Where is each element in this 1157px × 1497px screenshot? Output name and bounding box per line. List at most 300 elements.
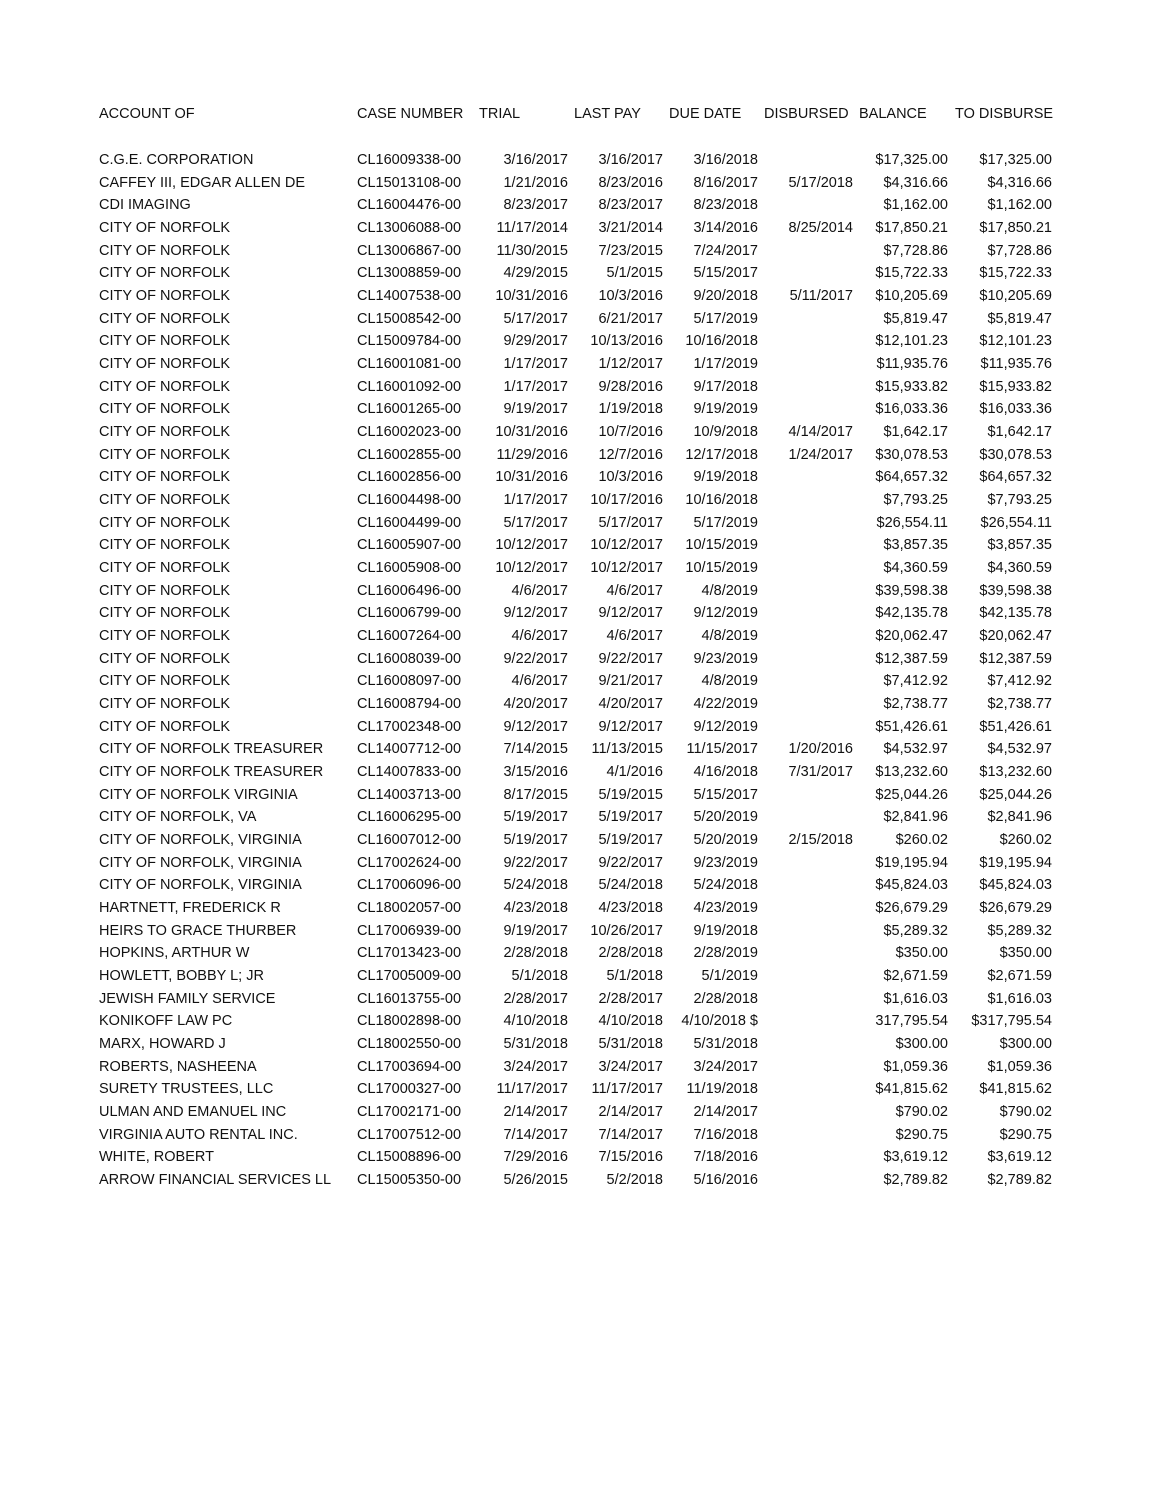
- last-pay-date-cell: 10/12/2017: [590, 560, 663, 577]
- account-name-cell: CITY OF NORFOLK: [99, 628, 231, 645]
- last-pay-date-cell: 4/23/2018: [598, 900, 663, 917]
- table-row: [0, 308, 1157, 330]
- case-number-cell: CL16006496-00: [357, 582, 462, 599]
- trial-date-cell: 9/19/2017: [503, 922, 568, 939]
- balance-amount-cell: $11,935.76: [876, 356, 948, 373]
- trial-date-cell: 3/24/2017: [503, 1058, 568, 1075]
- trial-date-cell: 5/26/2015: [503, 1172, 568, 1189]
- due-date-cell: 10/15/2019: [685, 537, 758, 554]
- last-pay-date-cell: 5/19/2015: [598, 786, 663, 803]
- last-pay-date-cell: 2/28/2017: [598, 990, 663, 1007]
- to-disburse-amount-cell: $17,325.00: [979, 152, 1052, 168]
- disbursed-date-cell: [758, 602, 853, 624]
- balance-amount-cell: $41,815.62: [875, 1081, 948, 1098]
- last-pay-date-cell: 4/10/2018: [598, 1013, 663, 1030]
- table-row: [0, 1101, 1157, 1123]
- disbursed-date-cell: [758, 1010, 853, 1032]
- last-pay-date-cell: 9/12/2017: [598, 605, 663, 622]
- due-date-cell: 4/8/2019: [701, 628, 758, 645]
- due-date-cell: 1/17/2019: [693, 356, 758, 373]
- disbursed-date-cell: [758, 784, 853, 806]
- account-name-cell: CITY OF NORFOLK: [99, 356, 231, 373]
- balance-amount-cell: $39,598.38: [875, 582, 948, 599]
- balance-amount-cell: $790.02: [895, 1104, 948, 1121]
- header-last-pay: LAST PAY: [574, 106, 641, 122]
- disbursed-date-cell: [758, 262, 853, 284]
- to-disburse-amount-cell: $290.75: [999, 1126, 1052, 1143]
- disbursed-date-cell: [758, 806, 853, 828]
- to-disburse-amount-cell: $2,789.82: [987, 1172, 1052, 1189]
- table-row: [0, 1169, 1157, 1191]
- to-disburse-amount-cell: $41,815.62: [979, 1081, 1052, 1098]
- due-date-cell: 9/12/2019: [693, 718, 758, 735]
- header-account-of: ACCOUNT OF: [99, 106, 195, 122]
- due-date-cell: 7/18/2016: [693, 1149, 758, 1166]
- account-name-cell: ULMAN AND EMANUEL INC: [99, 1104, 287, 1121]
- due-date-cell: 10/16/2018: [685, 492, 758, 509]
- trial-date-cell: 10/12/2017: [495, 537, 568, 554]
- disbursed-date-cell: 7/31/2017: [788, 764, 853, 781]
- account-name-cell: CITY OF NORFOLK TREASURER: [99, 764, 324, 781]
- header-balance: BALANCE: [859, 106, 927, 122]
- balance-amount-cell: $51,426.61: [875, 718, 948, 735]
- balance-amount-cell: $7,728.86: [883, 242, 948, 259]
- last-pay-date-cell: 4/6/2017: [606, 582, 663, 599]
- last-pay-date-cell: 5/19/2017: [598, 809, 663, 826]
- balance-amount-cell: $4,316.66: [883, 174, 948, 191]
- account-name-cell: CITY OF NORFOLK: [99, 605, 231, 622]
- to-disburse-amount-cell: $7,412.92: [987, 673, 1052, 690]
- trial-date-cell: 5/31/2018: [503, 1036, 568, 1053]
- balance-amount-cell: $42,135.78: [875, 605, 948, 622]
- due-date-cell: 5/20/2019: [693, 809, 758, 826]
- trial-date-cell: 10/31/2016: [495, 424, 568, 441]
- case-number-cell: CL13006867-00: [357, 242, 462, 259]
- due-date-cell: 4/8/2019: [701, 582, 758, 599]
- due-date-cell: 9/17/2018: [693, 378, 758, 395]
- disbursed-date-cell: [758, 194, 853, 216]
- last-pay-date-cell: 10/13/2016: [590, 333, 663, 350]
- table-row: [0, 1033, 1157, 1055]
- due-date-cell: 10/15/2019: [685, 560, 758, 577]
- to-disburse-amount-cell: $17,850.21: [979, 220, 1052, 236]
- case-number-cell: CL16001092-00: [357, 378, 462, 395]
- to-disburse-amount-cell: $4,316.66: [987, 174, 1052, 191]
- table-row: [0, 1078, 1157, 1100]
- to-disburse-amount-cell: $30,078.53: [979, 446, 1052, 463]
- due-date-cell: 3/14/2016: [693, 220, 758, 236]
- account-name-cell: C.G.E. CORPORATION: [99, 152, 254, 168]
- balance-amount-cell: $17,325.00: [875, 152, 948, 168]
- to-disburse-amount-cell: $12,387.59: [979, 650, 1052, 667]
- to-disburse-amount-cell: $260.02: [999, 832, 1052, 849]
- disbursed-date-cell: [758, 1101, 853, 1123]
- last-pay-date-cell: 4/20/2017: [598, 696, 663, 713]
- to-disburse-amount-cell: $5,819.47: [987, 310, 1052, 327]
- account-name-cell: CITY OF NORFOLK: [99, 560, 231, 577]
- due-date-cell: 5/15/2017: [693, 265, 758, 282]
- table-row: [0, 625, 1157, 647]
- last-pay-date-cell: 11/13/2015: [591, 741, 663, 758]
- to-disburse-amount-cell: $10,205.69: [979, 288, 1052, 305]
- to-disburse-amount-cell: $7,728.86: [987, 242, 1052, 259]
- balance-amount-cell: $3,857.35: [883, 537, 948, 554]
- case-number-cell: CL16001081-00: [357, 356, 462, 373]
- account-name-cell: CITY OF NORFOLK: [99, 582, 231, 599]
- balance-amount-cell: $10,205.69: [875, 288, 948, 305]
- trial-date-cell: 3/15/2016: [503, 764, 568, 781]
- to-disburse-amount-cell: $25,044.26: [979, 786, 1052, 803]
- balance-amount-cell: $1,642.17: [883, 424, 948, 441]
- case-number-cell: CL17002624-00: [357, 854, 462, 871]
- account-name-cell: SURETY TRUSTEES, LLC: [99, 1081, 274, 1098]
- account-name-cell: CITY OF NORFOLK: [99, 242, 231, 259]
- to-disburse-amount-cell: $39,598.38: [979, 582, 1052, 599]
- last-pay-date-cell: 10/3/2016: [598, 288, 663, 305]
- due-date-cell: 12/17/2018: [685, 446, 758, 463]
- case-number-cell: CL16007012-00: [357, 832, 462, 849]
- balance-amount-cell: $16,033.36: [875, 401, 948, 418]
- account-name-cell: ROBERTS, NASHEENA: [99, 1058, 257, 1075]
- last-pay-date-cell: 3/21/2014: [598, 220, 663, 236]
- last-pay-date-cell: 9/21/2017: [598, 673, 663, 690]
- to-disburse-amount-cell: $12,101.23: [979, 333, 1052, 350]
- disbursed-date-cell: [758, 308, 853, 330]
- trial-date-cell: 4/10/2018: [503, 1013, 568, 1030]
- table-row: [0, 172, 1157, 194]
- last-pay-date-cell: 3/24/2017: [598, 1058, 663, 1075]
- account-name-cell: KONIKOFF LAW PC: [99, 1013, 233, 1030]
- to-disburse-amount-cell: $20,062.47: [979, 628, 1052, 645]
- last-pay-date-cell: 3/16/2017: [598, 152, 663, 168]
- account-name-cell: ARROW FINANCIAL SERVICES LL: [99, 1172, 332, 1189]
- table-row: [0, 602, 1157, 624]
- case-number-cell: CL17002348-00: [357, 718, 462, 735]
- due-date-cell: 9/12/2019: [693, 605, 758, 622]
- balance-amount-cell: $350.00: [895, 945, 948, 962]
- due-date-cell: 9/19/2019: [693, 401, 758, 418]
- to-disburse-amount-cell: $45,824.03: [979, 877, 1052, 894]
- disbursed-date-cell: [758, 376, 853, 398]
- table-row: [0, 716, 1157, 738]
- trial-date-cell: 11/29/2016: [496, 446, 568, 463]
- account-name-cell: CITY OF NORFOLK: [99, 696, 231, 713]
- case-number-cell: CL18002898-00: [357, 1013, 462, 1030]
- disbursed-date-cell: [758, 353, 853, 375]
- disbursed-date-cell: [758, 1033, 853, 1055]
- balance-amount-cell: $2,671.59: [883, 968, 948, 985]
- case-number-cell: CL14007833-00: [357, 764, 462, 781]
- trial-date-cell: 7/14/2015: [503, 741, 568, 758]
- due-date-cell: 10/9/2018: [693, 424, 758, 441]
- disbursed-date-cell: [758, 716, 853, 738]
- table-row: [0, 557, 1157, 579]
- due-date-cell: 9/23/2019: [693, 650, 758, 667]
- trial-date-cell: 10/31/2016: [495, 469, 568, 486]
- account-name-cell: CITY OF NORFOLK: [99, 401, 231, 418]
- account-name-cell: CITY OF NORFOLK: [99, 718, 231, 735]
- balance-amount-cell: $26,679.29: [875, 900, 948, 917]
- last-pay-date-cell: 5/17/2017: [598, 514, 663, 531]
- trial-date-cell: 5/19/2017: [503, 832, 568, 849]
- case-number-cell: CL16008039-00: [357, 650, 462, 667]
- disbursed-date-cell: [758, 240, 853, 262]
- to-disburse-amount-cell: $2,841.96: [987, 809, 1052, 826]
- case-number-cell: CL17006939-00: [357, 922, 462, 939]
- header-due-date: DUE DATE: [669, 106, 742, 122]
- disbursed-date-cell: 1/20/2016: [788, 741, 853, 758]
- account-name-cell: CITY OF NORFOLK: [99, 650, 231, 667]
- account-name-cell: CITY OF NORFOLK: [99, 220, 231, 236]
- due-date-cell: 5/1/2019: [701, 968, 758, 985]
- disbursed-date-cell: [758, 874, 853, 896]
- account-name-cell: VIRGINIA AUTO RENTAL INC.: [99, 1126, 298, 1143]
- account-name-cell: CITY OF NORFOLK: [99, 265, 231, 282]
- to-disburse-amount-cell: $2,671.59: [987, 968, 1052, 985]
- header-trial: TRIAL: [479, 106, 521, 122]
- table-row: [0, 217, 1157, 239]
- table-row: [0, 149, 1157, 171]
- disbursed-date-cell: 4/14/2017: [788, 424, 853, 441]
- case-number-cell: CL13008859-00: [357, 265, 462, 282]
- to-disburse-amount-cell: $2,738.77: [987, 696, 1052, 713]
- disbursed-date-cell: [758, 897, 853, 919]
- case-number-cell: CL15008542-00: [357, 310, 462, 327]
- balance-amount-cell: 317,795.54: [875, 1013, 948, 1030]
- trial-date-cell: 8/23/2017: [503, 197, 568, 214]
- balance-amount-cell: $13,232.60: [875, 764, 948, 781]
- trial-date-cell: 4/23/2018: [503, 900, 568, 917]
- table-row: [0, 353, 1157, 375]
- due-date-cell: 4/8/2019: [701, 673, 758, 690]
- disbursed-date-cell: [758, 512, 853, 534]
- disbursed-date-cell: [758, 693, 853, 715]
- trial-date-cell: 1/21/2016: [503, 174, 568, 191]
- account-name-cell: CITY OF NORFOLK, VIRGINIA: [99, 854, 302, 871]
- case-number-cell: CL16008794-00: [357, 696, 462, 713]
- last-pay-date-cell: 9/22/2017: [598, 854, 663, 871]
- case-number-cell: CL16006799-00: [357, 605, 462, 622]
- due-date-cell: 4/22/2019: [693, 696, 758, 713]
- trial-date-cell: 1/17/2017: [503, 378, 568, 395]
- case-number-cell: CL16002856-00: [357, 469, 462, 486]
- last-pay-date-cell: 1/19/2018: [598, 401, 663, 418]
- disbursed-date-cell: [758, 580, 853, 602]
- disbursed-date-cell: [758, 1124, 853, 1146]
- account-name-cell: CITY OF NORFOLK: [99, 424, 231, 441]
- header-row: [0, 103, 1157, 125]
- case-number-cell: CL15013108-00: [357, 174, 462, 191]
- to-disburse-amount-cell: $64,657.32: [979, 469, 1052, 486]
- case-number-cell: CL16004499-00: [357, 514, 462, 531]
- disbursed-date-cell: [758, 920, 853, 942]
- account-name-cell: CITY OF NORFOLK: [99, 378, 231, 395]
- trial-date-cell: 9/12/2017: [503, 718, 568, 735]
- balance-amount-cell: $45,824.03: [875, 877, 948, 894]
- table-row: [0, 512, 1157, 534]
- due-date-cell: 8/16/2017: [693, 174, 758, 191]
- account-name-cell: CITY OF NORFOLK, VIRGINIA: [99, 832, 302, 849]
- to-disburse-amount-cell: $350.00: [999, 945, 1052, 962]
- due-date-cell: 8/23/2018: [693, 197, 758, 214]
- table-row: [0, 806, 1157, 828]
- balance-amount-cell: $15,933.82: [875, 378, 948, 395]
- case-number-cell: CL16008097-00: [357, 673, 462, 690]
- disbursed-date-cell: 8/25/2014: [788, 220, 853, 236]
- case-number-cell: CL16002023-00: [357, 424, 462, 441]
- trial-date-cell: 4/6/2017: [511, 628, 568, 645]
- trial-date-cell: 1/17/2017: [503, 356, 568, 373]
- due-date-cell: 5/24/2018: [693, 877, 758, 894]
- balance-amount-cell: $19,195.94: [875, 854, 948, 871]
- account-name-cell: CITY OF NORFOLK TREASURER: [99, 741, 324, 758]
- to-disburse-amount-cell: $1,059.36: [987, 1058, 1052, 1075]
- case-number-cell: CL14007712-00: [357, 741, 462, 758]
- due-date-cell: 5/16/2016: [693, 1172, 758, 1189]
- trial-date-cell: 4/6/2017: [511, 582, 568, 599]
- trial-date-cell: 2/14/2017: [503, 1104, 568, 1121]
- case-number-cell: CL14003713-00: [357, 786, 462, 803]
- trial-date-cell: 11/17/2017: [496, 1081, 568, 1098]
- case-number-cell: CL15005350-00: [357, 1172, 462, 1189]
- account-name-cell: CITY OF NORFOLK, VIRGINIA: [99, 877, 302, 894]
- table-row: [0, 693, 1157, 715]
- due-date-cell: 4/16/2018: [693, 764, 758, 781]
- case-number-cell: CL16006295-00: [357, 809, 462, 826]
- to-disburse-amount-cell: $15,933.82: [979, 378, 1052, 395]
- balance-amount-cell: $4,532.97: [883, 741, 948, 758]
- trial-date-cell: 9/29/2017: [503, 333, 568, 350]
- due-date-cell: 11/15/2017: [686, 741, 758, 758]
- balance-amount-cell: $1,162.00: [883, 197, 948, 214]
- table-row: [0, 285, 1157, 307]
- account-name-cell: MARX, HOWARD J: [99, 1036, 226, 1053]
- balance-amount-cell: $30,078.53: [875, 446, 948, 463]
- last-pay-date-cell: 4/1/2016: [606, 764, 663, 781]
- due-date-cell: 2/28/2019: [693, 945, 758, 962]
- table-row: [0, 920, 1157, 942]
- case-number-cell: CL16004498-00: [357, 492, 462, 509]
- account-name-cell: CITY OF NORFOLK: [99, 492, 231, 509]
- case-number-cell: CL17002171-00: [357, 1104, 462, 1121]
- last-pay-date-cell: 1/12/2017: [598, 356, 663, 373]
- table-row: [0, 874, 1157, 896]
- trial-date-cell: 2/28/2017: [503, 990, 568, 1007]
- case-number-cell: CL18002550-00: [357, 1036, 462, 1053]
- due-date-cell: 11/19/2018: [686, 1081, 758, 1098]
- due-date-cell: 2/28/2018: [693, 990, 758, 1007]
- trial-date-cell: 9/22/2017: [503, 650, 568, 667]
- account-name-cell: CITY OF NORFOLK: [99, 514, 231, 531]
- to-disburse-amount-cell: $790.02: [999, 1104, 1052, 1121]
- account-name-cell: CITY OF NORFOLK, VA: [99, 809, 257, 826]
- balance-amount-cell: $4,360.59: [883, 560, 948, 577]
- disbursed-date-cell: 5/11/2017: [789, 288, 853, 305]
- disbursed-date-cell: [758, 942, 853, 964]
- last-pay-date-cell: 9/28/2016: [598, 378, 663, 395]
- disbursed-date-cell: 2/15/2018: [788, 832, 853, 849]
- due-date-cell: 9/20/2018: [693, 288, 758, 305]
- header-disbursed: DISBURSED: [764, 106, 849, 122]
- case-number-cell: CL16002855-00: [357, 446, 462, 463]
- due-date-cell: 7/16/2018: [693, 1126, 758, 1143]
- due-date-cell: 5/15/2017: [693, 786, 758, 803]
- table-row: [0, 942, 1157, 964]
- due-date-cell: 4/10/2018 $: [681, 1013, 758, 1030]
- due-date-cell: 9/19/2018: [693, 922, 758, 939]
- disbursed-date-cell: [758, 670, 853, 692]
- disbursed-date-cell: [758, 466, 853, 488]
- last-pay-date-cell: 2/28/2018: [598, 945, 663, 962]
- table-row: [0, 1010, 1157, 1032]
- table-row: [0, 965, 1157, 987]
- table-row: [0, 580, 1157, 602]
- trial-date-cell: 11/17/2014: [496, 220, 568, 236]
- table-row: [0, 988, 1157, 1010]
- case-number-cell: CL17006096-00: [357, 877, 462, 894]
- last-pay-date-cell: 7/14/2017: [598, 1126, 663, 1143]
- table-row: [0, 761, 1157, 783]
- disbursed-date-cell: [758, 330, 853, 352]
- account-name-cell: CITY OF NORFOLK: [99, 469, 231, 486]
- to-disburse-amount-cell: $16,033.36: [979, 401, 1052, 418]
- to-disburse-amount-cell: $1,162.00: [987, 197, 1052, 214]
- disbursed-date-cell: [758, 988, 853, 1010]
- last-pay-date-cell: 8/23/2017: [598, 197, 663, 214]
- due-date-cell: 5/31/2018: [693, 1036, 758, 1053]
- account-name-cell: CITY OF NORFOLK: [99, 446, 231, 463]
- table-row: [0, 444, 1157, 466]
- due-date-cell: 9/23/2019: [693, 854, 758, 871]
- case-number-cell: CL14007538-00: [357, 288, 462, 305]
- account-name-cell: WHITE, ROBERT: [99, 1149, 214, 1166]
- to-disburse-amount-cell: $26,554.11: [980, 514, 1052, 531]
- disbursed-date-cell: [758, 398, 853, 420]
- balance-amount-cell: $1,059.36: [883, 1058, 948, 1075]
- case-number-cell: CL13006088-00: [357, 220, 462, 236]
- to-disburse-amount-cell: $51,426.61: [979, 718, 1052, 735]
- case-number-cell: CL15009784-00: [357, 333, 462, 350]
- table-row: [0, 1056, 1157, 1078]
- disbursed-date-cell: [758, 1146, 853, 1168]
- last-pay-date-cell: 9/12/2017: [598, 718, 663, 735]
- balance-amount-cell: $15,722.33: [875, 265, 948, 282]
- balance-amount-cell: $3,619.12: [883, 1149, 948, 1166]
- disbursed-date-cell: [758, 965, 853, 987]
- last-pay-date-cell: 10/7/2016: [598, 424, 663, 441]
- trial-date-cell: 9/19/2017: [503, 401, 568, 418]
- to-disburse-amount-cell: $1,616.03: [987, 990, 1052, 1007]
- header-to-disburse: TO DISBURSE: [955, 106, 1054, 122]
- trial-date-cell: 3/16/2017: [503, 152, 568, 168]
- trial-date-cell: 11/30/2015: [496, 242, 568, 259]
- balance-amount-cell: $290.75: [895, 1126, 948, 1143]
- disbursed-date-cell: [758, 1078, 853, 1100]
- due-date-cell: 7/24/2017: [693, 242, 758, 259]
- trial-date-cell: 4/29/2015: [503, 265, 568, 282]
- last-pay-date-cell: 8/23/2016: [598, 174, 663, 191]
- to-disburse-amount-cell: $26,679.29: [979, 900, 1052, 917]
- trial-date-cell: 4/6/2017: [511, 673, 568, 690]
- account-name-cell: JEWISH FAMILY SERVICE: [99, 990, 276, 1007]
- balance-amount-cell: $7,412.92: [883, 673, 948, 690]
- table-row: [0, 1124, 1157, 1146]
- balance-amount-cell: $5,289.32: [883, 922, 948, 939]
- table-row: [0, 466, 1157, 488]
- balance-amount-cell: $2,789.82: [883, 1172, 948, 1189]
- to-disburse-amount-cell: $1,642.17: [987, 424, 1052, 441]
- last-pay-date-cell: 12/7/2016: [598, 446, 663, 463]
